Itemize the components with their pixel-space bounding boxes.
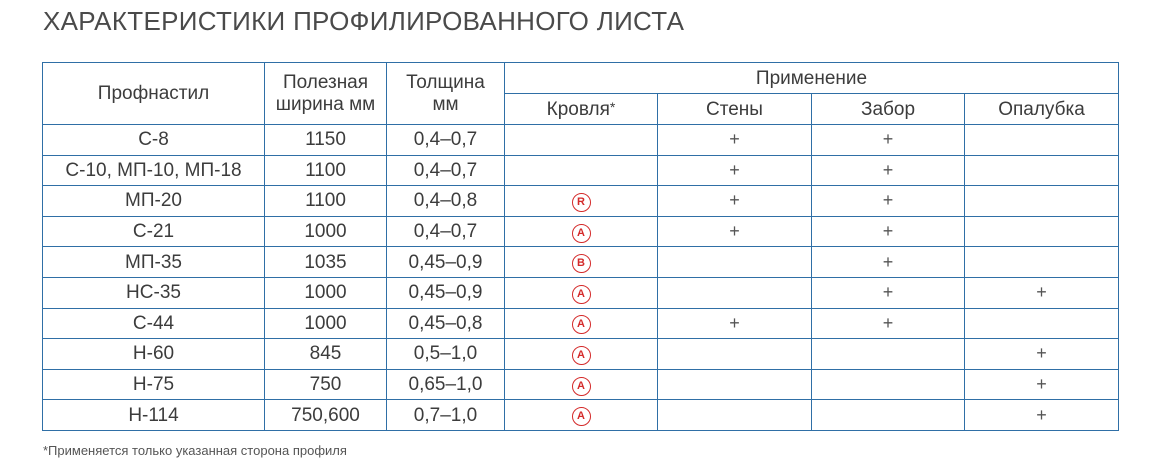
cell-profile [43,369,265,400]
cell-thickness-value: 0,45–0,9 [408,251,483,273]
cell-formwork [965,125,1119,156]
plus-mark: + [729,129,740,150]
cell-fence [812,339,965,370]
cell-roof [505,216,658,247]
header-roof-asterisk: * [609,98,616,115]
cell-profile [43,308,265,339]
header-profile: Профнастил [43,63,265,125]
plus-mark: + [1036,374,1047,395]
header-useful-width [265,63,387,125]
cell-formwork [965,369,1119,400]
roof-side-badge: A [572,377,591,396]
cell-width-value: 1150 [305,129,346,151]
cell-formwork [965,339,1119,370]
footnote: *Применяется только указанная сторона профиля [43,443,347,458]
cell-width-value: 750 [309,374,342,396]
cell-roof [505,277,658,308]
cell-width [265,247,387,278]
cell-profile [43,400,265,431]
cell-width-value: 1100 [305,159,346,181]
table-row [43,400,1119,431]
cell-thickness [387,400,505,431]
cell-formwork [965,277,1119,308]
cell-profile [43,216,265,247]
table-row [43,186,1119,217]
header-thickness [387,63,505,125]
plus-mark: + [882,129,894,150]
cell-formwork [965,308,1119,339]
cell-profile [43,125,265,156]
cell-profile-value: Н-75 [132,374,175,396]
plus-mark: + [729,159,740,180]
cell-thickness [387,369,505,400]
plus-mark: + [882,221,894,242]
table-row [43,155,1119,186]
cell-thickness [387,277,505,308]
cell-walls [658,216,812,247]
cell-fence [812,400,965,431]
cell-fence [812,247,965,278]
header-walls: Стены [658,94,812,125]
plus-mark: + [729,221,740,242]
cell-profile-value: С-10, МП-10, МП-18 [65,159,242,181]
cell-thickness [387,155,505,186]
cell-fence [812,155,965,186]
cell-fence [812,369,965,400]
cell-formwork [965,155,1119,186]
header-application: Применение [505,63,1119,94]
cell-width-value: 1100 [305,190,346,212]
cell-profile-value: НС-35 [126,282,181,304]
cell-roof [505,155,658,186]
cell-width [265,155,387,186]
cell-profile-value: МП-35 [125,251,182,273]
roof-side-badge: R [572,193,591,212]
cell-walls [658,308,812,339]
roof-side-badge: A [572,285,591,304]
header-useful-width-line1: Полезная [282,71,369,93]
cell-profile-value: Н-114 [128,404,179,426]
plus-mark: + [882,312,894,333]
cell-width-value: 1000 [304,221,347,243]
cell-walls [658,400,812,431]
header-useful-width-line2: ширина мм [275,93,376,115]
cell-formwork [965,186,1119,217]
plus-mark: + [1036,282,1047,303]
plus-mark: + [882,159,894,180]
cell-fence [812,308,965,339]
cell-thickness [387,186,505,217]
cell-width-value: 1035 [304,251,347,273]
plus-mark: + [1036,404,1047,425]
cell-profile [43,247,265,278]
header-roof-label: Кровля [546,98,610,120]
cell-thickness-value: 0,4–0,7 [413,221,478,243]
plus-mark: + [882,251,894,272]
cell-thickness [387,216,505,247]
cell-width [265,216,387,247]
cell-roof [505,247,658,278]
cell-profile-value: С-8 [138,129,169,151]
plus-mark: + [882,282,894,303]
cell-roof [505,186,658,217]
cell-width [265,369,387,400]
table-row [43,125,1119,156]
table-row [43,369,1119,400]
cell-walls [658,125,812,156]
cell-thickness-value: 0,65–1,0 [408,374,483,396]
cell-thickness [387,247,505,278]
cell-thickness-value: 0,4–0,7 [413,129,478,151]
cell-profile-value: С-44 [132,312,175,334]
header-thickness-line1: Толщина [406,71,485,93]
header-thickness-line2: мм [432,93,459,115]
cell-roof [505,125,658,156]
plus-mark: + [882,190,894,211]
cell-fence [812,277,965,308]
cell-walls [658,277,812,308]
cell-thickness-value: 0,4–0,7 [413,159,478,181]
cell-formwork [965,247,1119,278]
profile-specs-table [42,62,1119,431]
cell-width [265,277,387,308]
cell-roof [505,339,658,370]
table-body [43,125,1119,431]
cell-profile-value: МП-20 [125,190,182,212]
cell-profile [43,155,265,186]
table-row [43,247,1119,278]
cell-fence [812,186,965,217]
header-formwork: Опалубка [965,94,1119,125]
cell-thickness-value: 0,5–1,0 [413,343,478,365]
cell-width [265,400,387,431]
table-row [43,339,1119,370]
cell-thickness [387,308,505,339]
roof-side-badge: B [572,254,591,273]
plus-mark: + [729,312,740,333]
plus-mark: + [729,190,740,211]
cell-walls [658,155,812,186]
table-row [43,216,1119,247]
cell-profile-value: С-21 [132,221,175,243]
cell-thickness [387,339,505,370]
cell-width-value: 845 [309,343,342,365]
cell-walls [658,186,812,217]
roof-side-badge: A [572,407,591,426]
cell-fence [812,125,965,156]
cell-profile [43,277,265,308]
table-row [43,277,1119,308]
cell-width [265,308,387,339]
cell-walls [658,339,812,370]
cell-thickness [387,125,505,156]
cell-thickness-value: 0,45–0,8 [408,312,483,334]
table-row [43,308,1119,339]
cell-profile-value: Н-60 [132,343,175,365]
cell-profile [43,339,265,370]
header-fence: Забор [812,94,965,125]
cell-walls [658,369,812,400]
cell-width [265,125,387,156]
cell-width-value: 1000 [304,312,347,334]
cell-width-value: 1000 [304,282,347,304]
cell-formwork [965,216,1119,247]
cell-width [265,186,387,217]
roof-side-badge: A [572,315,591,334]
cell-thickness-value: 0,45–0,9 [408,282,483,304]
cell-width-value: 750,600 [291,404,360,426]
plus-mark: + [1036,343,1047,364]
cell-formwork [965,400,1119,431]
cell-fence [812,216,965,247]
header-roof [505,94,658,125]
cell-width [265,339,387,370]
cell-roof [505,369,658,400]
roof-side-badge: A [572,224,591,243]
cell-profile [43,186,265,217]
cell-roof [505,400,658,431]
cell-thickness-value: 0,4–0,8 [413,190,478,212]
cell-walls [658,247,812,278]
cell-thickness-value: 0,7–1,0 [413,404,478,426]
roof-side-badge: A [572,346,591,365]
page-title: ХАРАКТЕРИСТИКИ ПРОФИЛИРОВАННОГО ЛИСТА [43,6,685,36]
cell-roof [505,308,658,339]
